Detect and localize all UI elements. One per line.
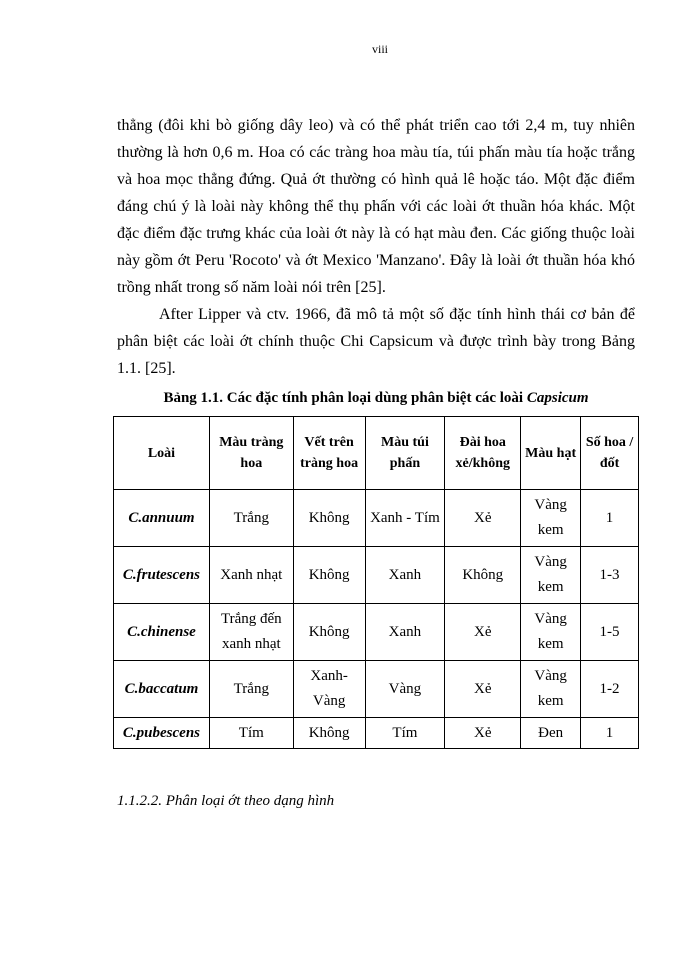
cell-anther-color: Xanh xyxy=(365,547,445,604)
cell-calyx: Xẻ xyxy=(445,604,521,661)
cell-corolla-color: Tím xyxy=(209,718,293,749)
cell-species: C.frutescens xyxy=(114,547,210,604)
header-seed-color: Màu hạt xyxy=(521,417,581,490)
paragraph-2: After Lipper và ctv. 1966, đã mô tả một số đặc tính hình thái cơ bản để phân biệt các loài ớt chính thuộc Chi Capsicum và được trình bày trong Bảng 1.1. [25]. xyxy=(117,306,635,377)
table-row xyxy=(114,547,639,604)
table-row xyxy=(114,490,639,547)
table-row xyxy=(114,661,639,718)
cell-flowers-per-node: 1-2 xyxy=(581,661,639,718)
header-corolla-color: Màu tràng hoa xyxy=(209,417,293,490)
cell-flowers-per-node: 1 xyxy=(581,718,639,749)
cell-seed-color: Vàng kem xyxy=(521,490,581,547)
cell-corolla-color: Trắng xyxy=(209,661,293,718)
cell-corolla-color: Trắng xyxy=(209,490,293,547)
table-caption xyxy=(112,390,640,407)
cell-flowers-per-node: 1 xyxy=(581,490,639,547)
cell-seed-color: Vàng kem xyxy=(521,604,581,661)
table-caption-text: Bảng 1.1. Các đặc tính phân loại dùng phân biệt các loài xyxy=(163,390,524,406)
body-text xyxy=(117,112,635,382)
cell-flowers-per-node: 1-3 xyxy=(581,547,639,604)
cell-calyx: Xẻ xyxy=(445,490,521,547)
header-anther-color: Màu túi phấn xyxy=(365,417,445,490)
section-heading: 1.1.2.2. Phân loại ớt theo dạng hình xyxy=(117,793,335,809)
cell-seed-color: Vàng kem xyxy=(521,547,581,604)
table-header-row xyxy=(114,417,639,490)
cell-corolla-spots: Xanh- Vàng xyxy=(293,661,365,718)
cell-calyx: Không xyxy=(445,547,521,604)
cell-corolla-color: Xanh nhạt xyxy=(209,547,293,604)
table-row xyxy=(114,604,639,661)
table-row xyxy=(114,718,639,749)
cell-anther-color: Xanh - Tím xyxy=(365,490,445,547)
cell-anther-color: Xanh xyxy=(365,604,445,661)
cell-flowers-per-node: 1-5 xyxy=(581,604,639,661)
cell-anther-color: Vàng xyxy=(365,661,445,718)
cell-corolla-spots: Không xyxy=(293,490,365,547)
classification-table xyxy=(113,416,639,749)
header-corolla-spots: Vết trên tràng hoa xyxy=(293,417,365,490)
cell-anther-color: Tím xyxy=(365,718,445,749)
cell-species: C.pubescens xyxy=(114,718,210,749)
cell-species: C.baccatum xyxy=(114,661,210,718)
cell-species: C.chinense xyxy=(114,604,210,661)
cell-corolla-spots: Không xyxy=(293,604,365,661)
cell-calyx: Xẻ xyxy=(445,718,521,749)
header-flowers-per-node: Số hoa /đốt xyxy=(581,417,639,490)
cell-calyx: Xẻ xyxy=(445,661,521,718)
cell-corolla-color: Trắng đến xanh nhạt xyxy=(209,604,293,661)
cell-species: C.annuum xyxy=(114,490,210,547)
page-number: viii xyxy=(371,42,388,56)
cell-seed-color: Đen xyxy=(521,718,581,749)
cell-seed-color: Vàng kem xyxy=(521,661,581,718)
cell-corolla-spots: Không xyxy=(293,718,365,749)
header-calyx: Đài hoa xẻ/không xyxy=(445,417,521,490)
paragraph-1: thẳng (đôi khi bò giống dây leo) và có thể phát triển cao tới 2,4 m, tuy nhiên thường là hơn 0,6 m. Hoa có các tràng hoa màu tía, túi phấn màu tía hoặc trắng và hoa mọc thẳng đứng. Quả ớt thường có hình quả lê hoặc táo. Một đặc điểm đáng chú ý là loài này không thể thụ phấn với các loài ớt thuần hóa khác. Một đặc điểm đặc trưng khác của loài ớt này là có hạt màu đen. Các giống thuộc loài này gồm ớt Peru 'Rocoto' và ớt Mexico 'Manzano'. Đây là loài ớt thuần hóa khó trồng nhất trong số năm loài nói trên [25]. xyxy=(117,117,635,296)
table-caption-genus: Capsicum xyxy=(526,390,589,406)
cell-corolla-spots: Không xyxy=(293,547,365,604)
header-species: Loài xyxy=(114,417,210,490)
